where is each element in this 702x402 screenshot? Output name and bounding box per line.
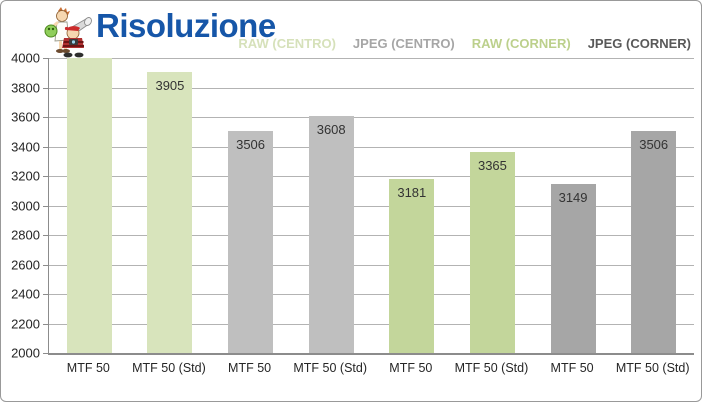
- y-axis-tick: [43, 235, 48, 236]
- y-axis-label: 2600: [11, 257, 40, 272]
- y-axis-tick: [43, 147, 48, 148]
- chart-legend: [238, 37, 691, 50]
- x-axis-labels: [48, 361, 693, 381]
- y-axis-tick: [43, 324, 48, 325]
- x-axis-category-label: MTF 50 (Std): [615, 361, 690, 375]
- gridline: [49, 88, 694, 89]
- y-axis-label: 3000: [11, 198, 40, 213]
- legend-item-jpeg-centro: JPEG (CENTRO): [352, 36, 455, 51]
- bar-jpeg-centro-mtf50: [228, 131, 273, 353]
- page-title: Risoluzione: [96, 7, 276, 44]
- y-axis-tick: [43, 294, 48, 295]
- y-axis-label: 2000: [11, 345, 40, 361]
- gridline: [49, 206, 694, 207]
- legend-item-raw-centro: RAW (CENTRO): [238, 36, 336, 51]
- y-axis-tick: [43, 265, 48, 266]
- gridline: [49, 265, 694, 266]
- bar-data-label: 3905: [155, 78, 185, 94]
- x-axis-category-label: MTF 50: [550, 361, 594, 375]
- bar-raw-corner-mtf50-std: [470, 152, 515, 353]
- bar-raw-corner-mtf50: [389, 179, 434, 353]
- bar-data-label: 3181: [397, 184, 427, 200]
- bar-data-label: 3506: [639, 136, 669, 152]
- plot-area: [11, 50, 694, 361]
- x-axis-category-label: MTF 50 (Std): [454, 361, 529, 375]
- x-axis-category-label: MTF 50: [228, 361, 272, 375]
- bar-raw-centro-mtf50: [67, 58, 112, 353]
- bar-data-label: 3608: [316, 121, 346, 137]
- x-axis-category-label: MTF 50: [66, 361, 110, 375]
- y-axis-tick: [43, 176, 48, 177]
- bar-data-label: 3365: [477, 157, 507, 173]
- y-axis-tick: [43, 117, 48, 118]
- y-axis-label: 3400: [11, 139, 40, 154]
- y-axis-label: 3800: [11, 80, 40, 95]
- gridline: [49, 176, 694, 177]
- y-axis-tick: [43, 88, 48, 89]
- gridline: [49, 324, 694, 325]
- x-axis-category-label: MTF 50: [389, 361, 433, 375]
- legend-item-jpeg-corner: JPEG (CORNER): [587, 36, 691, 51]
- bar-data-label: 3506: [236, 136, 266, 152]
- y-axis-label: 2800: [11, 227, 40, 243]
- gridline: [49, 117, 694, 118]
- gridline: [49, 235, 694, 236]
- y-axis-tick: [43, 58, 48, 59]
- y-axis-label: 4000: [11, 50, 40, 66]
- y-axis-label: 3200: [11, 168, 40, 184]
- gridline: [49, 58, 694, 59]
- y-axis-tick: [43, 206, 48, 207]
- x-axis-category-label: MTF 50 (Std): [293, 361, 367, 375]
- y-axis-label: 2400: [11, 286, 40, 302]
- y-axis-tick: [43, 353, 48, 354]
- bar-jpeg-centro-mtf50-std: [309, 116, 354, 353]
- bar-jpeg-corner-mtf50-std: [631, 131, 676, 353]
- x-axis-category-label: MTF 50 (Std): [132, 361, 206, 375]
- gridline: [49, 147, 694, 148]
- bar-raw-centro-mtf50-std: [147, 72, 192, 353]
- y-axis-label: 2200: [11, 316, 40, 331]
- bar-data-label: 3149: [558, 189, 588, 205]
- bar-jpeg-corner-mtf50: [551, 184, 596, 353]
- legend-item-raw-corner: RAW (CORNER): [471, 36, 571, 51]
- gridline: [49, 294, 694, 295]
- y-axis-label: 3600: [11, 109, 40, 125]
